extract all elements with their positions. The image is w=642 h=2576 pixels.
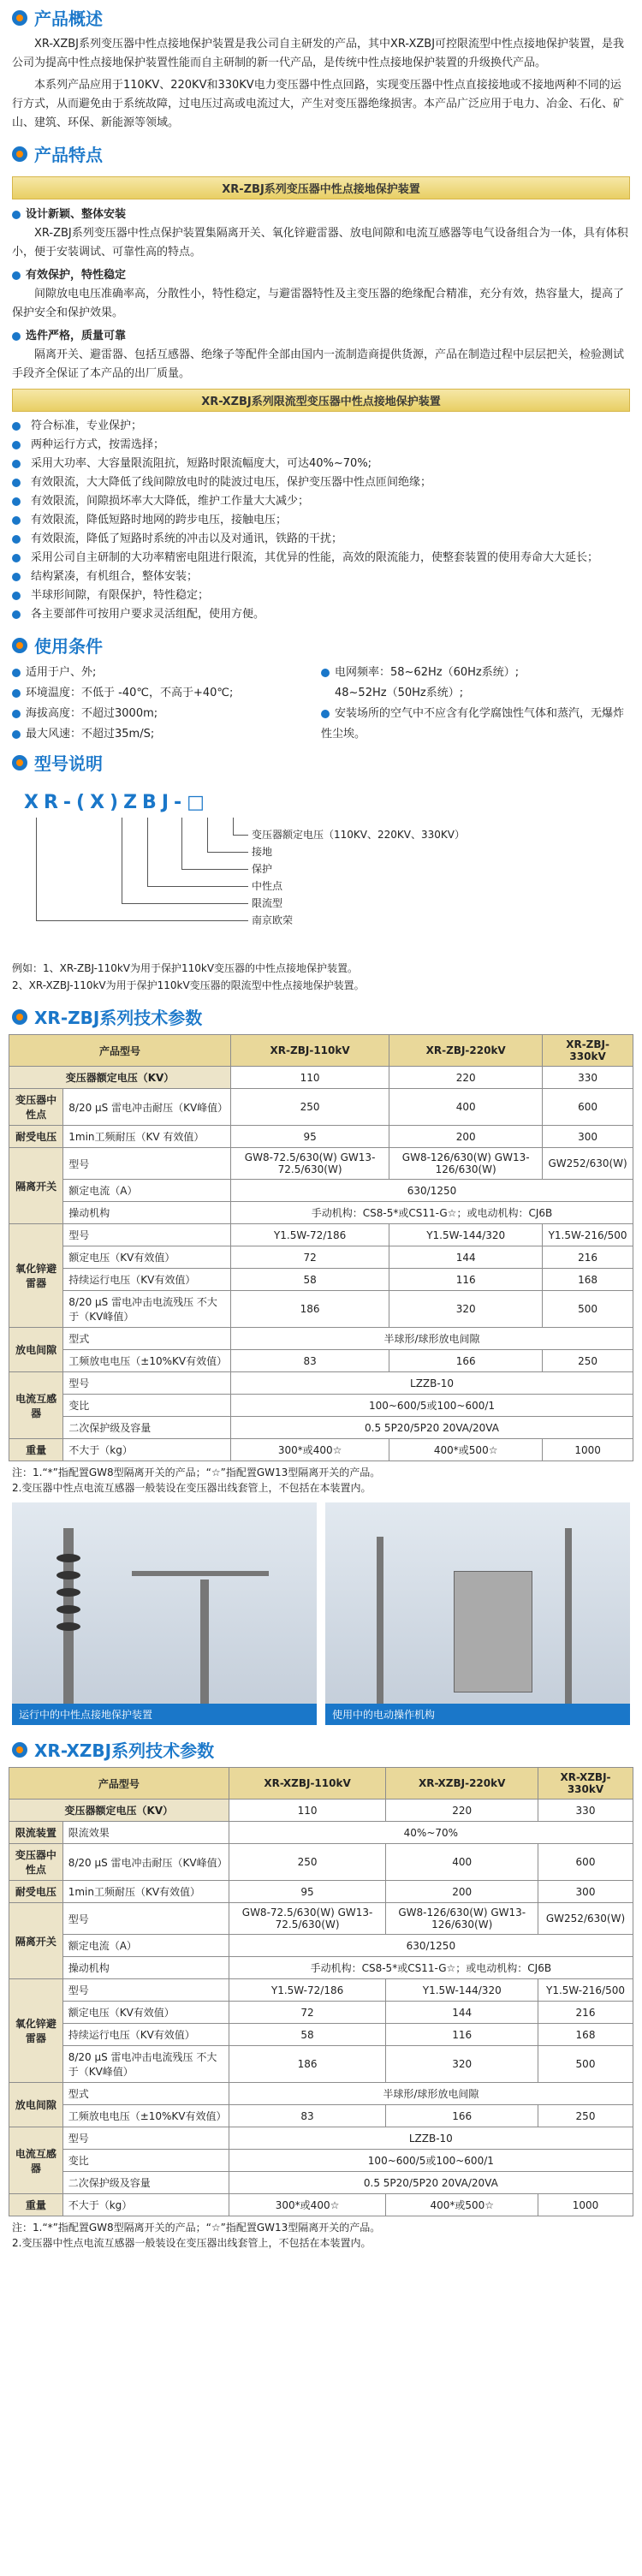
model-label-ground: 接地 <box>252 846 273 858</box>
features-header <box>0 136 642 171</box>
feature-3-title: 选件严格，质量可靠 <box>12 326 630 342</box>
model-label-limit: 限流型 <box>252 897 283 909</box>
features-bar-xzbj: XR-XZBJ系列限流型变压器中性点接地保护装置 <box>12 389 630 412</box>
list-item: 结构紧凑，有机组合，整体安装； <box>12 568 630 586</box>
features-bar-zbj: XR-ZBJ系列变压器中性点接地保护装置 <box>12 176 630 199</box>
feature-3-text: 隔离开关、避雷器、包括互感器、绝缘子等配件全部由国内一流制造商提供货源，产品在制造过程中层层把关，检验测试手段齐全保证了本产品的出厂质量。 <box>12 348 625 380</box>
zbj-notes: 注：1.“*”指配置GW8型隔离开关的产品；“☆”指配置GW13型隔离开关的产品。 2.变压器中性点电流互感器一般装设在变压器出线套管上，不包括在本装置内。 <box>12 1466 381 1494</box>
table-row: 二次保护级及容量 0.5 5P20/5P20 20VA/20VA <box>9 1417 633 1439</box>
table-row: 额定电流（A） 630/1250 <box>9 1935 633 1957</box>
bullet-icon <box>12 211 21 219</box>
table-row: 持续运行电压（KV有效值） 58 116 168 <box>9 1269 633 1291</box>
section-bullet-icon <box>12 10 27 26</box>
list-item: 两种运行方式，按需选择； <box>12 436 630 455</box>
bullet-icon <box>12 730 21 739</box>
conditions-title: 使用条件 <box>34 636 103 657</box>
table-row: 操动机构 手动机构：CS8-5*或CS11-G☆；或电动机构：CJ6B <box>9 1957 633 1979</box>
list-item: 采用公司自主研制的大功率精密电阻进行限流，其优异的性能，高效的限流能力，使整套装置的使用寿命大大延长； <box>12 549 630 568</box>
bullet-icon <box>12 479 21 487</box>
table-row: 隔离开关 型号 GW8-72.5/630(W) GW13-72.5/630(W) GW8-126/630(W) GW13-126/630(W) GW252/630(W) <box>9 1148 633 1180</box>
zbj-table <box>9 1034 633 1461</box>
table-row: 变压器额定电压（KV） 110 220 330 <box>9 1800 633 1822</box>
section-bullet-icon <box>12 755 27 770</box>
model-label-protect: 保护 <box>252 863 273 875</box>
list-item: 符合标准，专业保护； <box>12 417 630 436</box>
bullet-icon <box>12 573 21 581</box>
table-row: 变压器额定电压（KV） 110 220 330 <box>9 1067 633 1089</box>
features-list <box>12 417 630 624</box>
model-code: XR-(X)ZBJ-□ <box>24 792 210 813</box>
table-row: 操动机构 手动机构：CS8-5*或CS11-G☆；或电动机构：CJ6B <box>9 1202 633 1224</box>
feature-2-title: 有效保护，特性稳定 <box>12 265 630 282</box>
table-header-row: 产品型号 XR-XZBJ-110kV XR-XZBJ-220kV XR-XZBJ-330kV <box>9 1768 633 1800</box>
table-row: 电流互感器 型号 LZZB-10 <box>9 1372 633 1395</box>
list-item: 采用大功率、大容量限流阻抗，短路时限流幅度大，可达40%~70%; <box>12 455 630 473</box>
table-row: 变压器中性点 8/20 μS 雷电冲击耐压（KV峰值） 250 400 600 <box>9 1844 633 1881</box>
conditions-columns <box>12 663 630 745</box>
overview-title: 产品概述 <box>34 9 103 29</box>
bullet-icon <box>321 710 330 718</box>
table-row: 持续运行电压（KV有效值） 58 116 168 <box>9 2024 633 2046</box>
table-row: 氧化锌避雷器 型号 Y1.5W-72/186 Y1.5W-144/320 Y1.5W-216/500 <box>9 1979 633 2002</box>
table-row: 电流互感器 型号 LZZB-10 <box>9 2127 633 2150</box>
conditions-header <box>0 628 642 663</box>
table-row: 变比 100~600/5或100~600/1 <box>9 2150 633 2172</box>
overview-header <box>0 0 642 35</box>
xzbj-title: XR-XZBJ系列技术参数 <box>34 1740 215 1761</box>
bullet-icon <box>12 460 21 468</box>
table-row: 8/20 μS 雷电冲击电流残压 不大于（KV峰值） 186 320 500 <box>9 1291 633 1328</box>
table-row: 隔离开关 型号 GW8-72.5/630(W) GW13-72.5/630(W) GW8-126/630(W) GW13-126/630(W) GW252/630(W) <box>9 1903 633 1935</box>
table-row: 额定电流（A） 630/1250 <box>9 1180 633 1202</box>
bullet-icon <box>12 669 21 677</box>
model-label-neutral: 中性点 <box>252 880 283 892</box>
table-row: 耐受电压 1min工频耐压（KV有效值） 95 200 300 <box>9 1881 633 1903</box>
list-item: 有效限流，大大降低了线间隙放电时的陡波过电压，保护变压器中性点匝间绝缘； <box>12 473 630 492</box>
table-row: 氧化锌避雷器 型号 Y1.5W-72/186 Y1.5W-144/320 Y1.5W-216/500 <box>9 1224 633 1246</box>
photo-caption-right: 使用中的电动操作机构 <box>325 1704 630 1725</box>
section-bullet-icon <box>12 1009 27 1025</box>
model-examples: 例如：1、XR-ZBJ-110kV为用于保护110kV变压器的中性点接地保护装置。 2、XR-XZBJ-110kV为用于保护110kV变压器的限流型中性点接地保护装置。 <box>12 962 365 991</box>
conditions-left: 适用于户、外; 环境温度：不低于 -40℃，不高于+40℃; 海拔高度：不超过3000m; 最大风速：不超过35m/S; <box>12 663 321 745</box>
table-row: 二次保护级及容量 0.5 5P20/5P20 20VA/20VA <box>9 2172 633 2194</box>
table-row: 工频放电电压（±10%KV有效值） 83 166 250 <box>9 2105 633 2127</box>
table-row: 变比 100~600/5或100~600/1 <box>9 1395 633 1417</box>
table-row: 放电间隙 型式 半球形/球形放电间隙 <box>9 1328 633 1350</box>
section-bullet-icon <box>12 146 27 162</box>
bullet-icon <box>12 497 21 506</box>
table-row: 重量 不大于（kg） 300*或400☆ 400*或500☆ 1000 <box>9 1439 633 1461</box>
table-header-row: 产品型号 XR-ZBJ-110kV XR-ZBJ-220kV XR-ZBJ-330kV <box>9 1035 633 1067</box>
bullet-icon <box>12 689 21 698</box>
zbj-title: XR-ZBJ系列技术参数 <box>34 1008 203 1028</box>
bullet-icon <box>12 271 21 280</box>
bullet-icon <box>12 516 21 525</box>
overview-paragraph-2: 本系列产品应用于110KV、220KV和330KV电力变压器中性点回路，实现变压器中性点直接接地或不接地两种不同的运行方式，从而避免由于系统故障，过电压过高或电流过大，产生对变压器绝缘损害。本产品广泛应用于电力、冶金、石化、矿山、建筑、环保、新能源等领域。 <box>12 79 625 129</box>
bullet-icon <box>12 535 21 544</box>
table-row: 额定电压（KV有效值） 72 144 216 <box>9 2002 633 2024</box>
table-row: 额定电压（KV有效值） 72 144 216 <box>9 1246 633 1269</box>
model-label-voltage: 变压器额定电压（110KV、220KV、330KV） <box>252 829 465 841</box>
bullet-icon <box>12 332 21 341</box>
feature-2-text: 间隙放电电压准确率高，分散性小，特性稳定，与避雷器特性及主变压器的绝缘配合精准，充分有效，热容量大，提高了保护安全和保护效果。 <box>12 288 625 319</box>
table-row: 工频放电电压（±10%KV有效值） 83 166 250 <box>9 1350 633 1372</box>
photo-caption-left: 运行中的中性点接地保护装置 <box>12 1704 317 1725</box>
conditions-right: 电网频率：58~62Hz（60Hz系统）; 48~52Hz（50Hz系统）; 安装场所的空气中不应含有化学腐蚀性气体和蒸汽，无爆炸性尘埃。 <box>321 666 625 741</box>
feature-1-text: XR-ZBJ系列变压器中性点保护装置集隔离开关、氧化锌避雷器、放电间隙和电流互感器等电气设备组合为一体，具有体积小，便于安装调试、可靠性高的特点。 <box>12 227 628 259</box>
bullet-icon <box>12 422 21 431</box>
table-row: 限流装置 限流效果 40%~70% <box>9 1822 633 1844</box>
table-row: 重量 不大于（kg） 300*或400☆ 400*或500☆ 1000 <box>9 2194 633 2216</box>
list-item: 半球形间隙，有限保护，特性稳定； <box>12 586 630 605</box>
photo-electric-mechanism <box>325 1502 630 1725</box>
model-title: 型号说明 <box>34 753 103 774</box>
xzbj-table <box>9 1767 633 2216</box>
features-title: 产品特点 <box>34 145 103 165</box>
zbj-header <box>0 999 642 1034</box>
list-item: 有效限流，间隙损坏率大大降低，维护工作量大大减少； <box>12 492 630 511</box>
list-item: 有效限流，降低短路时地网的跨步电压，接触电压； <box>12 511 630 530</box>
xzbj-notes: 注：1.“*”指配置GW8型隔离开关的产品；“☆”指配置GW13型隔离开关的产品。 2.变压器中性点电流互感器一般装设在变压器出线套管上，不包括在本装置内。 <box>12 2222 381 2249</box>
section-bullet-icon <box>12 638 27 653</box>
table-row: 变压器中性点 8/20 μS 雷电冲击耐压（KV峰值） 250 400 600 <box>9 1089 633 1126</box>
model-header <box>0 745 642 780</box>
feature-1-title: 设计新颖、整体安装 <box>12 205 630 221</box>
list-item: 有效限流，降低了短路时系统的冲击以及对通讯，铁路的干扰； <box>12 530 630 549</box>
overview-paragraph-1: XR-XZBJ系列变压器中性点接地保护装置是我公司自主研发的产品，其中XR-XZBJ可控限流型中性点接地保护装置，是我公司为提高中性点接地保护装置性能而自主研制的新一代产品，是传统中性点接地保护装置的升级换代产品。 <box>12 38 625 69</box>
bullet-icon <box>12 554 21 562</box>
bullet-icon <box>12 441 21 449</box>
xzbj-header <box>0 1732 642 1767</box>
model-diagram <box>0 783 642 955</box>
list-item: 各主要部件可按用户要求灵活组配，使用方便。 <box>12 605 630 624</box>
bullet-icon <box>12 592 21 600</box>
photo-device-in-operation <box>12 1502 317 1725</box>
bullet-icon <box>321 669 330 677</box>
bullet-icon <box>12 710 21 718</box>
table-row: 放电间隙 型式 半球形/球形放电间隙 <box>9 2083 633 2105</box>
section-bullet-icon <box>12 1742 27 1758</box>
bullet-icon <box>12 610 21 619</box>
photos <box>12 1502 630 1725</box>
table-row: 耐受电压 1min工频耐压（KV 有效值） 95 200 300 <box>9 1126 633 1148</box>
table-row: 8/20 μS 雷电冲击电流残压 不大于（KV峰值） 186 320 500 <box>9 2046 633 2083</box>
model-label-company: 南京欧荣 <box>252 914 294 926</box>
